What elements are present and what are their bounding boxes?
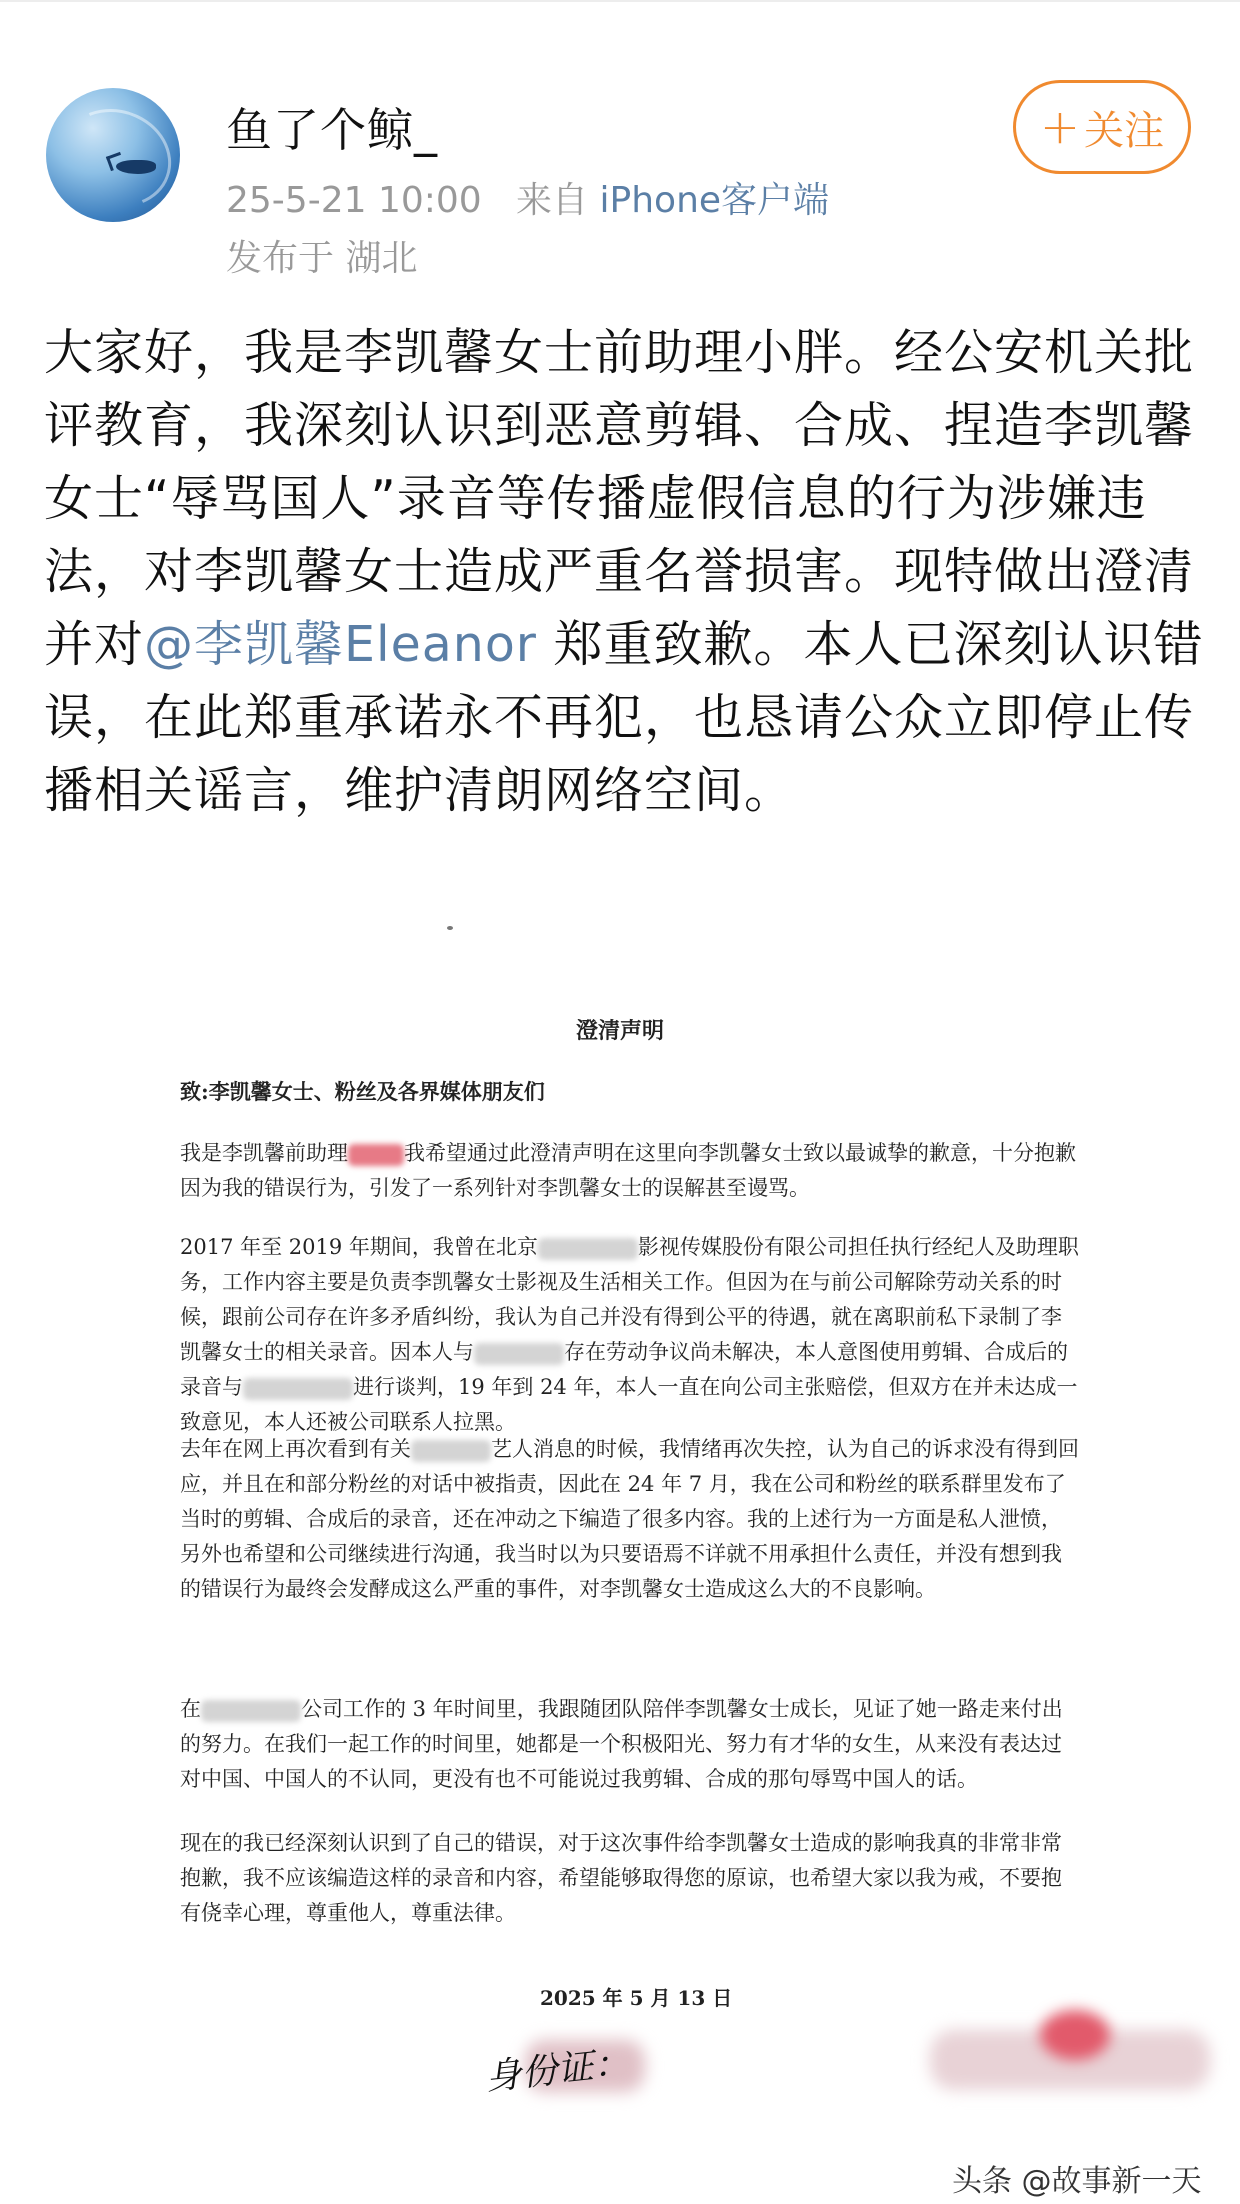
doc-p3-a: 去年在网上再次看到有关 [180,1437,411,1461]
username[interactable]: 鱼了个鲸_ [226,103,438,157]
post-text-end: 郑重致歉。本人已深刻认识错误，在此郑重承诺永不再犯，也恳请公众立即停止传播相关谣言，维护清朗网络空间。 [44,616,1204,819]
statement-image[interactable] [150,930,1090,2170]
redaction-mark [474,1343,564,1365]
redaction-mark [411,1440,491,1462]
post-location: 发布于 湖北 [226,238,418,279]
seal-redaction [1040,2010,1110,2060]
doc-p1-a: 我是李凯馨前助理 [180,1141,348,1165]
scan-speck [447,926,453,930]
follow-button[interactable] [1013,80,1191,174]
user-avatar[interactable] [46,88,180,222]
doc-p1-b: 我希望通过此澄清声明在这里向李凯馨女士致以最诚挚的歉意，十分抱歉因为我的错误行为，引发了一系列针对李凯馨女士的误解甚至谩骂。 [180,1141,1076,1200]
doc-p2-b: 影视传媒股份有限公司担任执行经纪人及助理职务，工作内容主要是负责李凯馨女士影视及生活相关工作。但因为在与前公司解除劳动关系的时候，跟前公司存在许多矛盾纠纷，我认为自己并没有得到公平的待遇，就在离职前私下录制了李凯馨女士的相关录音。因本人与 [180,1235,1079,1364]
doc-paragraph-4 [180,1692,1080,1797]
whale-icon [116,160,156,174]
redaction-mark [243,1378,353,1400]
post-text-main: 大家好，我是李凯馨女士前助理小胖。经公安机关批评教育，我深刻认识到恶意剪辑、合成、捏造李凯馨女士“辱骂国人”录音等传播虚假信息的行为涉嫌违法，对李凯馨女士造成严重名誉损害。现特做出澄清并对 [44,324,1195,673]
id-label: 身份证： [483,2042,632,2099]
plus-icon: + [1039,99,1081,155]
doc-p4-a: 在 [180,1697,201,1721]
doc-p2-c: 存在劳动争议尚未解决，本人意图使用剪辑、合成后的录音与 [180,1340,1068,1399]
doc-title: 澄清声明 [575,1018,664,1044]
top-divider [0,0,1240,2]
redaction-mark [348,1144,404,1166]
post-text [44,316,1204,827]
doc-p4-b: 公司工作的 3 年时间里，我跟随团队陪伴李凯馨女士成长，见证了她一路走来付出的努力。在我们一起工作的时间里，她都是一个积极阳光、努力有才华的女生，从来没有表达过对中国、中国人的不认同，更没有也不可能说过我剪辑、合成的那句辱骂中国人的话。 [180,1697,1063,1791]
doc-salutation: 致:李凯馨女士、粉丝及各界媒体朋友们 [180,1079,545,1104]
doc-p2-d: 进行谈判，19 年到 24 年，本人一直在向公司主张赔偿，但双方在并未达成一致意见，本人还被公司联系人拉黑。 [180,1375,1078,1434]
redaction-mark [538,1238,638,1260]
post-client[interactable]: iPhone客户端 [599,180,830,221]
doc-paragraph-3 [180,1432,1080,1607]
doc-p2-a: 2017 年至 2019 年期间，我曾在北京 [180,1235,538,1259]
doc-p3-b: 艺人消息的时候，我情绪再次失控，认为自己的诉求没有得到回应，并且在和部分粉丝的对话中被指责，因此在 24 年 7 月，我在公司和粉丝的联系群里发布了当时的剪辑、合成后的录音，还在冲动之下编造了很多内容。我的上述行为一方面是私人泄愤，另外也希望和公司继续进行沟通，我当时以为只要语焉不详就不用承担什么责任，并没有想到我的错误行为最终会发酵成这么严重的事件，对李凯馨女士造成这么大的不良影响。 [180,1437,1079,1601]
doc-date: 2025 年 5 月 13 日 [540,1986,733,2010]
from-label: 来自 [516,180,589,221]
doc-paragraph-1 [180,1136,1080,1206]
follow-label: 关注 [1084,107,1165,154]
doc-paragraph-2 [180,1230,1080,1440]
mention-link[interactable]: @李凯馨Eleanor [144,616,537,673]
watermark: 头条 @故事新一天 [952,2164,1202,2199]
doc-paragraph-5: 现在的我已经深刻认识到了自己的错误，对于这次事件给李凯馨女士造成的影响我真的非常非常抱歉，我不应该编造这样的录音和内容，希望能够取得您的原谅，也希望大家以我为戒，不要抱有侥幸心理，尊重他人，尊重法律。 [180,1831,1062,1925]
post-date: 25-5-21 10:00 [226,180,482,221]
redaction-mark [201,1700,301,1722]
post-meta [226,172,829,223]
